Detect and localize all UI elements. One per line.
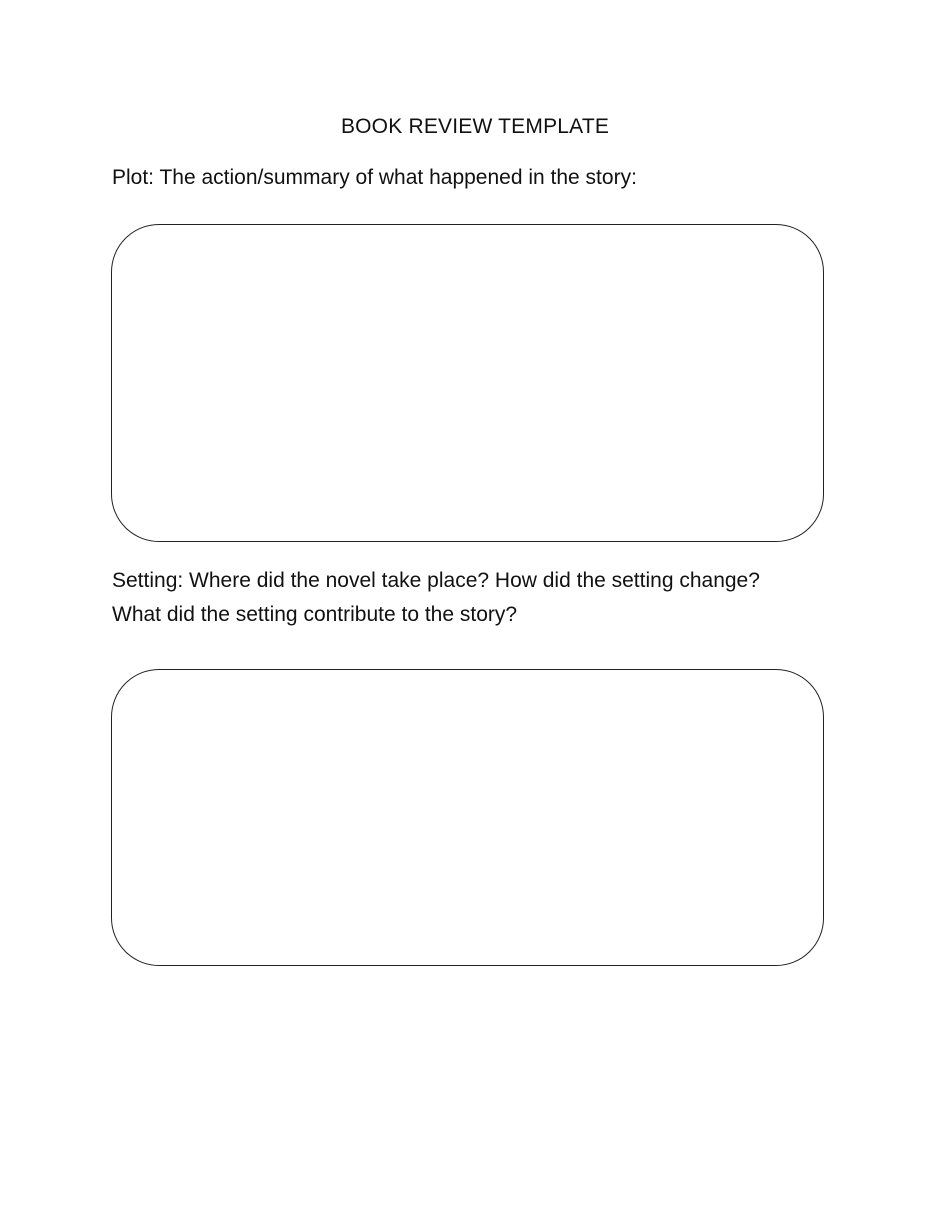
setting-answer-box[interactable] [111, 669, 824, 966]
plot-answer-box[interactable] [111, 224, 824, 542]
setting-prompt-line-2: What did the setting contribute to the story? [112, 603, 518, 626]
plot-prompt-line: Plot: The action/summary of what happened in the story: [112, 166, 637, 189]
setting-prompt [112, 564, 832, 632]
plot-prompt [112, 161, 832, 195]
page-title: BOOK REVIEW TEMPLATE [340, 115, 610, 138]
setting-prompt-line-1: Setting: Where did the novel take place? How did the setting change? [112, 569, 760, 592]
